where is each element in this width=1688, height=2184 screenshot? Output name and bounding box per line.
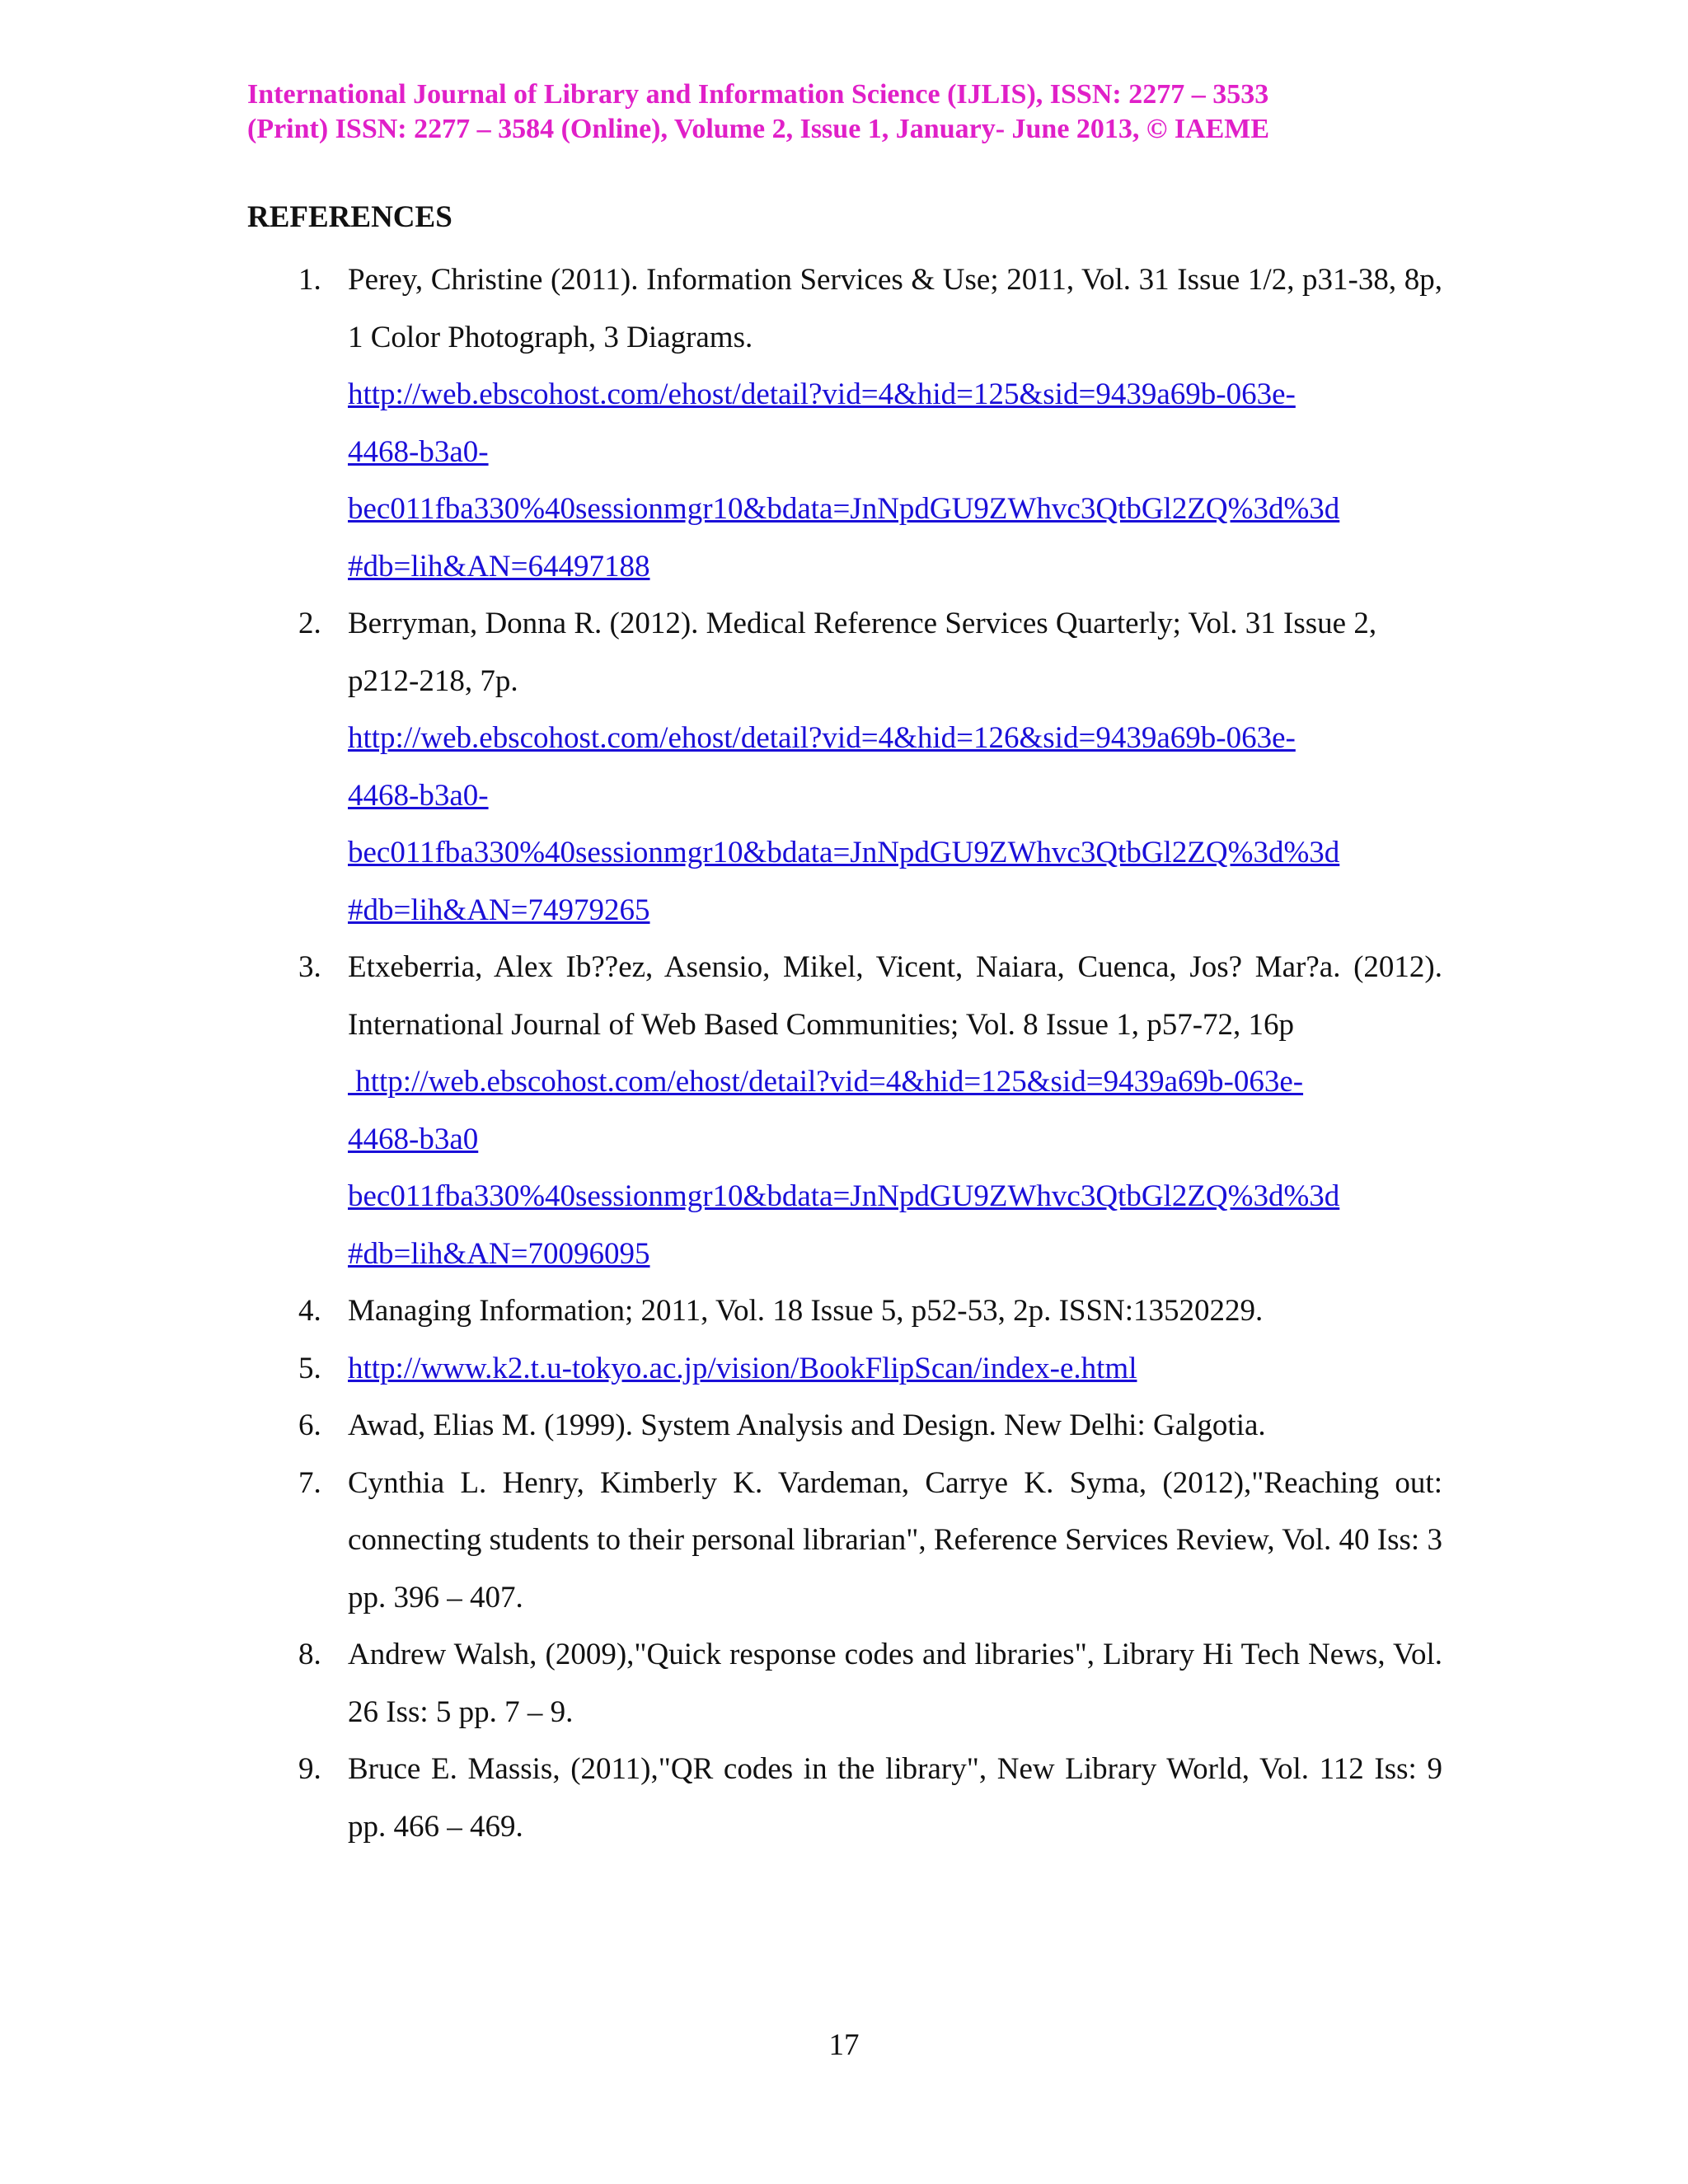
reference-item — [247, 251, 1442, 595]
reference-link-line[interactable]: 4468-b3a0- — [348, 778, 489, 813]
reference-link-line[interactable]: bec011fba330%40sessionmgr10&bdata=JnNpdGU9ZWhvc3QtbGl2ZQ%3d%3d — [348, 492, 1340, 526]
reference-number: 2. — [298, 607, 321, 640]
reference-number: 3. — [298, 950, 321, 984]
reference-link-line[interactable]: #db=lih&AN=74979265 — [348, 893, 650, 927]
reference-link-line[interactable]: http://web.ebscohost.com/ehost/detail?vid=4&hid=125&sid=9439a69b-063e- — [348, 377, 1296, 411]
reference-item — [247, 1741, 1442, 1855]
reference-number: 5. — [298, 1351, 321, 1385]
reference-text: Cynthia L. Henry, Kimberly K. Vardeman, Carrye K. Syma, (2012),"Reaching out: connecting students to their personal librarian", Reference Services Review, Vol. 40 Iss: 3 pp. 396 – 407. — [348, 1465, 1442, 1615]
reference-text: Andrew Walsh, (2009),"Quick response codes and libraries", Library Hi Tech News, Vol. 26 Iss: 5 pp. 7 – 9. — [348, 1638, 1442, 1729]
reference-item — [247, 1455, 1442, 1627]
reference-link-line[interactable]: http://web.ebscohost.com/ehost/detail?vid=4&hid=126&sid=9439a69b-063e- — [348, 721, 1296, 755]
reference-text: Managing Information; 2011, Vol. 18 Issue 5, p52-53, 2p. ISSN:13520229. — [348, 1294, 1264, 1328]
reference-link-line[interactable]: 4468-b3a0 — [348, 1122, 479, 1156]
reference-text: Bruce E. Massis, (2011),"QR codes in the library", New Library World, Vol. 112 Iss: 9 pp. 466 – 469. — [348, 1752, 1442, 1844]
reference-item — [247, 939, 1442, 1282]
reference-text: Perey, Christine (2011). Information Services & Use; 2011, Vol. 31 Issue 1/2, p31-38, 8p, 1 Color Photograph, 3 Diagrams. — [348, 263, 1442, 354]
reference-number: 4. — [298, 1294, 321, 1328]
reference-link-line[interactable]: 4468-b3a0- — [348, 434, 489, 469]
reference-link-line[interactable]: bec011fba330%40sessionmgr10&bdata=JnNpdGU9ZWhvc3QtbGl2ZQ%3d%3d — [348, 1179, 1340, 1213]
reference-item — [247, 1626, 1442, 1741]
journal-header-line-2: (Print) ISSN: 2277 – 3584 (Online), Volume 2, Issue 1, January- June 2013, © IAEME — [247, 114, 1270, 144]
reference-number: 6. — [298, 1408, 321, 1442]
reference-link-line[interactable]: bec011fba330%40sessionmgr10&bdata=JnNpdGU9ZWhvc3QtbGl2ZQ%3d%3d — [348, 836, 1340, 869]
reference-number: 9. — [298, 1752, 321, 1786]
reference-text: Berryman, Donna R. (2012). Medical Reference Services Quarterly; Vol. 31 Issue 2, p212-218, 7p. — [348, 607, 1377, 698]
reference-number: 1. — [298, 263, 321, 297]
reference-number: 7. — [298, 1465, 321, 1500]
reference-item — [247, 1282, 1442, 1340]
reference-item — [247, 1340, 1442, 1398]
reference-link-line[interactable]: #db=lih&AN=70096095 — [348, 1236, 650, 1271]
reference-item — [247, 1397, 1442, 1455]
reference-number: 8. — [298, 1638, 321, 1671]
page-number: 17 — [828, 2028, 860, 2062]
journal-header — [247, 77, 1484, 147]
reference-link-line[interactable]: #db=lih&AN=64497188 — [348, 549, 650, 583]
reference-link[interactable]: http://www.k2.t.u-tokyo.ac.jp/vision/BookFlipScan/index-e.html — [348, 1351, 1137, 1385]
reference-item — [247, 595, 1442, 939]
reference-link-line[interactable]: http://web.ebscohost.com/ehost/detail?vid=4&hid=125&sid=9439a69b-063e- — [348, 1065, 1304, 1099]
references-list — [247, 251, 1442, 1855]
references-heading: REFERENCES — [247, 200, 452, 234]
reference-text: Etxeberria, Alex Ib??ez, Asensio, Mikel, Vicent, Naiara, Cuenca, Jos? Mar?a. (2012). International Journal of Web Based Communities; Vol. 8 Issue 1, p57-72, 16p — [348, 950, 1442, 1042]
journal-header-line-1: International Journal of Library and Information Science (IJLIS), ISSN: 2277 – 3533 — [247, 79, 1269, 110]
reference-text: Awad, Elias M. (1999). System Analysis and Design. New Delhi: Galgotia. — [348, 1408, 1266, 1442]
